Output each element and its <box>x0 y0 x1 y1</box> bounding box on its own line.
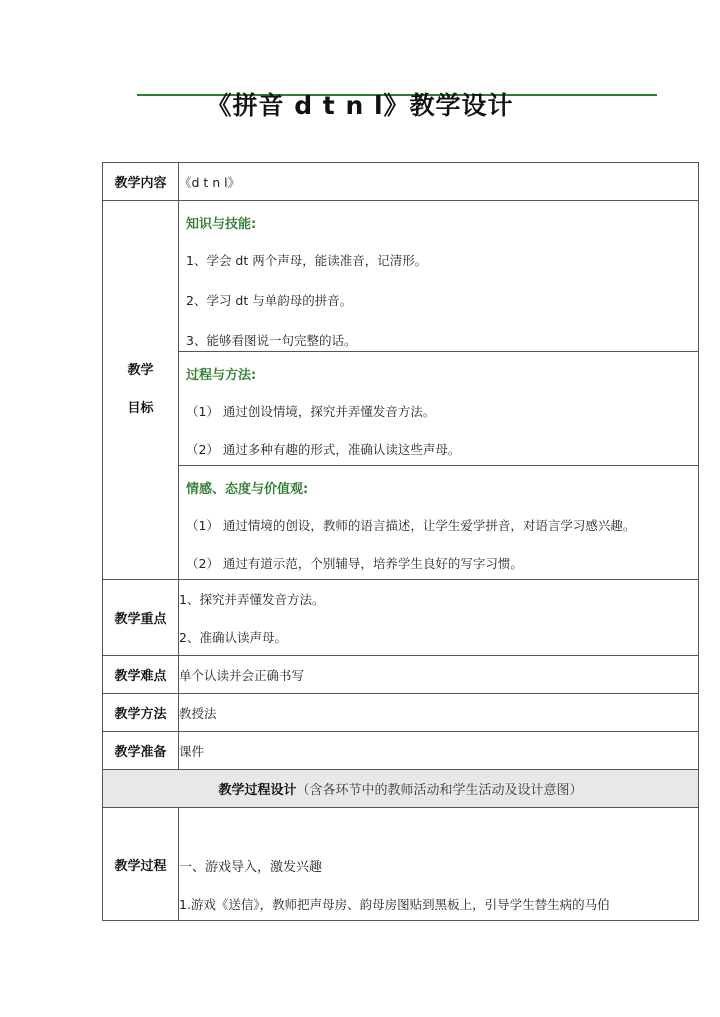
heading-process: 过程与方法: <box>186 368 257 383</box>
knowledge-item-1: 1、学会 dt 两个声母，能读准音，记清形。 <box>186 253 428 268</box>
label-difficulty: 教学难点 <box>103 656 179 694</box>
header-note-red: 设计意图 <box>517 783 570 798</box>
value-teaching-process <box>179 808 699 921</box>
label-preparation: 教学准备 <box>103 732 179 770</box>
row-goals-knowledge <box>103 201 699 352</box>
label-goals-line1: 教学 <box>127 363 154 378</box>
row-goals-emotion <box>103 466 699 580</box>
emotion-item-2: （2） 通过有道示范，个别辅导，培养学生良好的写字习惯。 <box>186 556 523 571</box>
row-goals-process <box>103 352 699 466</box>
row-process-design-header <box>103 770 699 808</box>
row-method <box>103 694 699 732</box>
lesson-plan-table <box>102 162 699 921</box>
label-teaching-content: 教学内容 <box>103 163 179 201</box>
row-teaching-content <box>103 163 699 201</box>
knowledge-item-2: 2、学习 dt 与单韵母的拼音。 <box>186 293 353 308</box>
label-key-points: 教学重点 <box>103 580 179 656</box>
row-preparation <box>103 732 699 770</box>
label-goals-line2: 目标 <box>127 401 154 416</box>
value-preparation: 课件 <box>179 732 699 770</box>
value-method: 教授法 <box>179 694 699 732</box>
header-bold-text: 教学过程设计 <box>218 783 297 798</box>
value-teaching-content: 《d t n l》 <box>179 163 699 201</box>
row-teaching-process <box>103 808 699 921</box>
process-design-header <box>103 770 699 808</box>
value-difficulty: 单个认读并会正确书写 <box>179 656 699 694</box>
emotion-item-1: （1） 通过情境的创设，教师的语言描述，让学生爱学拼音，对语言学习感兴趣。 <box>186 518 636 533</box>
label-method: 教学方法 <box>103 694 179 732</box>
process-step-text: 1.游戏《送信》，教师把声母房、韵母房图贴到黑板上，引导学生替生病的马伯 <box>179 897 610 912</box>
label-teaching-process: 教学过程 <box>103 808 179 921</box>
section-emotion <box>179 466 699 580</box>
document-title: 《拼音 d t n l》教学设计 <box>206 91 514 120</box>
heading-knowledge: 知识与技能: <box>186 217 257 232</box>
knowledge-item-3: 3、能够看图说一句完整的话。 <box>186 333 357 348</box>
heading-emotion: 情感、态度与价值观: <box>186 482 309 497</box>
process-item-1: （1） 通过创设情境，探究并弄懂发音方法。 <box>186 404 436 419</box>
section-knowledge <box>179 201 699 352</box>
key-point-1: 1、探究并弄懂发音方法。 <box>179 591 325 607</box>
row-key-points <box>103 580 699 656</box>
key-point-2: 2、准确认读声母。 <box>179 629 287 645</box>
header-note-end: ） <box>569 783 583 798</box>
process-item-2: （2） 通过多种有趣的形式，准确认读这些声母。 <box>186 442 461 457</box>
row-difficulty <box>103 656 699 694</box>
label-teaching-goals <box>103 201 179 580</box>
process-step-title: 一、游戏导入，激发兴趣 <box>179 860 323 875</box>
section-process <box>179 352 699 466</box>
header-note-text: （含各环节中的教师活动和学生活动及 <box>296 783 518 798</box>
value-key-points <box>179 580 699 656</box>
